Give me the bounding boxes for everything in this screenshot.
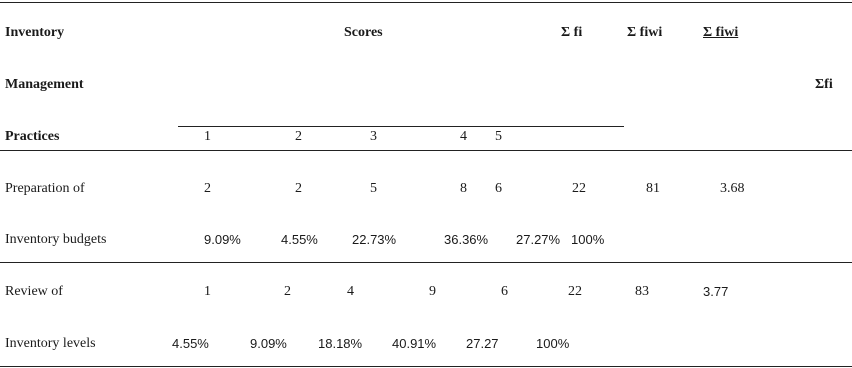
score-number-3: 3: [370, 129, 377, 144]
row-label-line1: Review of: [5, 284, 63, 299]
header-col1-line3: Practices: [5, 129, 60, 144]
header-col1-line2: Management: [5, 77, 84, 92]
percent-cell: 18.18%: [318, 336, 363, 351]
sum-fi-header: Σ fi: [561, 25, 583, 40]
row-label-line2: Inventory budgets: [5, 232, 107, 247]
scores-underline: [178, 126, 624, 127]
count-cell: 1: [204, 284, 211, 299]
percent-cell: 27.27: [466, 336, 499, 351]
sum-fi-cell: 22: [572, 181, 586, 196]
percent-total-cell: 100%: [536, 336, 570, 351]
sum-fiwi-header: Σ fiwi: [627, 25, 663, 40]
header-bottom-rule: [0, 150, 852, 151]
percent-total-cell: 100%: [571, 232, 605, 247]
sum-fiwi-cell: 83: [635, 284, 649, 299]
count-cell: 6: [501, 284, 508, 299]
mean-header-numerator: Σ fiwi: [703, 25, 739, 40]
sum-fi-cell: 22: [568, 284, 582, 299]
percent-cell: 36.36%: [444, 232, 489, 247]
score-number-4: 4: [460, 129, 467, 144]
mean-cell: 3.77: [703, 284, 729, 299]
count-cell: 6: [495, 181, 502, 196]
sum-fiwi-cell: 81: [646, 181, 660, 196]
row-label-line2: Inventory levels: [5, 336, 96, 351]
score-number-2: 2: [295, 129, 302, 144]
count-cell: 4: [347, 284, 354, 299]
score-number-1: 1: [204, 129, 211, 144]
count-cell: 5: [370, 181, 377, 196]
percent-cell: 22.73%: [352, 232, 397, 247]
count-cell: 2: [204, 181, 211, 196]
count-cell: 9: [429, 284, 436, 299]
mean-header-denominator: Σfi: [815, 77, 833, 92]
percent-cell: 9.09%: [250, 336, 287, 351]
scores-header: Scores: [344, 25, 383, 40]
top-rule: [0, 2, 852, 3]
count-cell: 8: [460, 181, 467, 196]
score-number-5: 5: [495, 129, 502, 144]
percent-cell: 4.55%: [281, 232, 318, 247]
count-cell: 2: [295, 181, 302, 196]
percent-cell: 40.91%: [392, 336, 437, 351]
percent-cell: 27.27%: [516, 232, 561, 247]
mean-cell: 3.68: [720, 181, 745, 196]
count-cell: 2: [284, 284, 291, 299]
percent-cell: 9.09%: [204, 232, 241, 247]
bottom-rule: [0, 366, 852, 367]
row-divider-rule: [0, 262, 852, 263]
row-label-line1: Preparation of: [5, 181, 85, 196]
header-col1-line1: Inventory: [5, 25, 65, 40]
percent-cell: 4.55%: [172, 336, 209, 351]
